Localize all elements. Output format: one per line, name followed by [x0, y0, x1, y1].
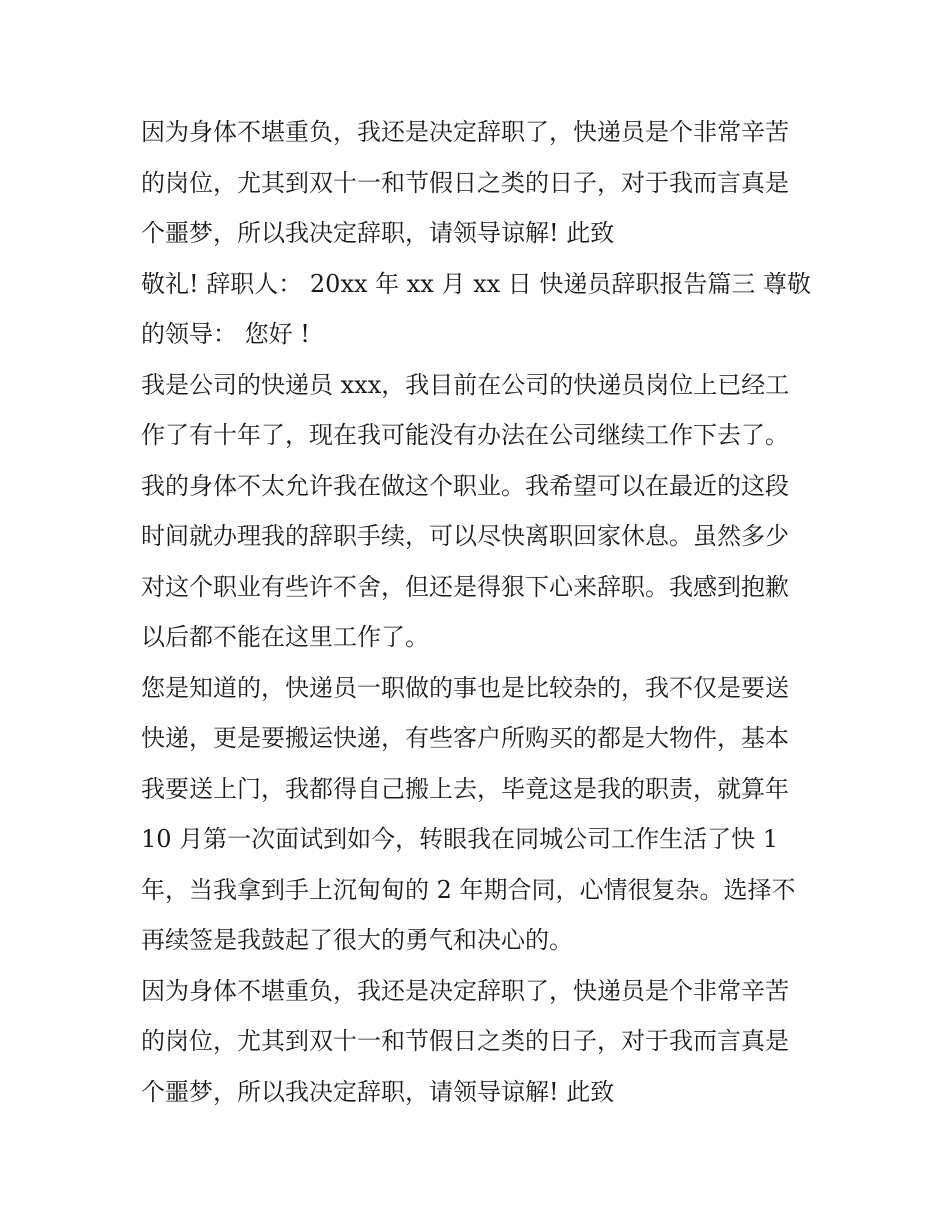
text-line: 的岗位，尤其到双十一和节假日之类的日子，对于我而言真是 — [141, 1027, 789, 1055]
document-body — [141, 107, 821, 1117]
text-line: 我的身体不太允许我在做这个职业。我希望可以在最近的这段 — [141, 471, 789, 500]
text-line: 的岗位，尤其到双十一和节假日之类的日子，对于我而言真是 — [141, 168, 789, 197]
text-line: 以后都不能在这里工作了。 — [141, 623, 429, 651]
text-line: 10 月第一次面试到如今，转眼我在同城公司工作生活了快 1 — [141, 825, 779, 853]
text-line: 作了有十年了，现在我可能没有办法在公司继续工作下去了。 — [141, 421, 789, 449]
text-line: 快递，更是要搬运快递，有些客户所购买的都是大物件，基本 — [141, 724, 789, 752]
text-line: 年，当我拿到手上沉甸甸的 2 年期合同，心情很复杂。选择不 — [141, 875, 796, 904]
text-line: 因为身体不堪重负，我还是决定辞职了，快递员是个非常辛苦 — [141, 976, 789, 1005]
text-line: 您是知道的，快递员一职做的事也是比较杂的，我不仅是要送 — [141, 673, 789, 702]
text-line: 时间就办理我的辞职手续，可以尽快离职回家休息。虽然多少 — [141, 522, 789, 550]
text-line: 个噩梦，所以我决定辞职，请领导谅解! 此致 — [141, 1077, 615, 1106]
text-line: 因为身体不堪重负，我还是决定辞职了，快递员是个非常辛苦 — [141, 118, 789, 146]
text-line: 敬礼! 辞职人： 20xx 年 xx 月 xx 日 快递员辞职报告篇三 尊敬 — [141, 269, 812, 298]
text-line: 我要送上门，我都得自己搬上去，毕竟这是我的职责，就算年 — [141, 774, 789, 803]
text-line: 我是公司的快递员 xxx，我目前在公司的快递员岗位上已经工 — [141, 370, 790, 399]
text-line: 个噩梦，所以我决定辞职，请领导谅解! 此致 — [141, 219, 615, 247]
text-line: 再续签是我鼓起了很大的勇气和决心的。 — [141, 926, 573, 954]
text-line: 的领导： 您好 ! — [141, 320, 310, 348]
text-line: 对这个职业有些许不舍，但还是得狠下心来辞职。我感到抱歉 — [141, 572, 789, 601]
